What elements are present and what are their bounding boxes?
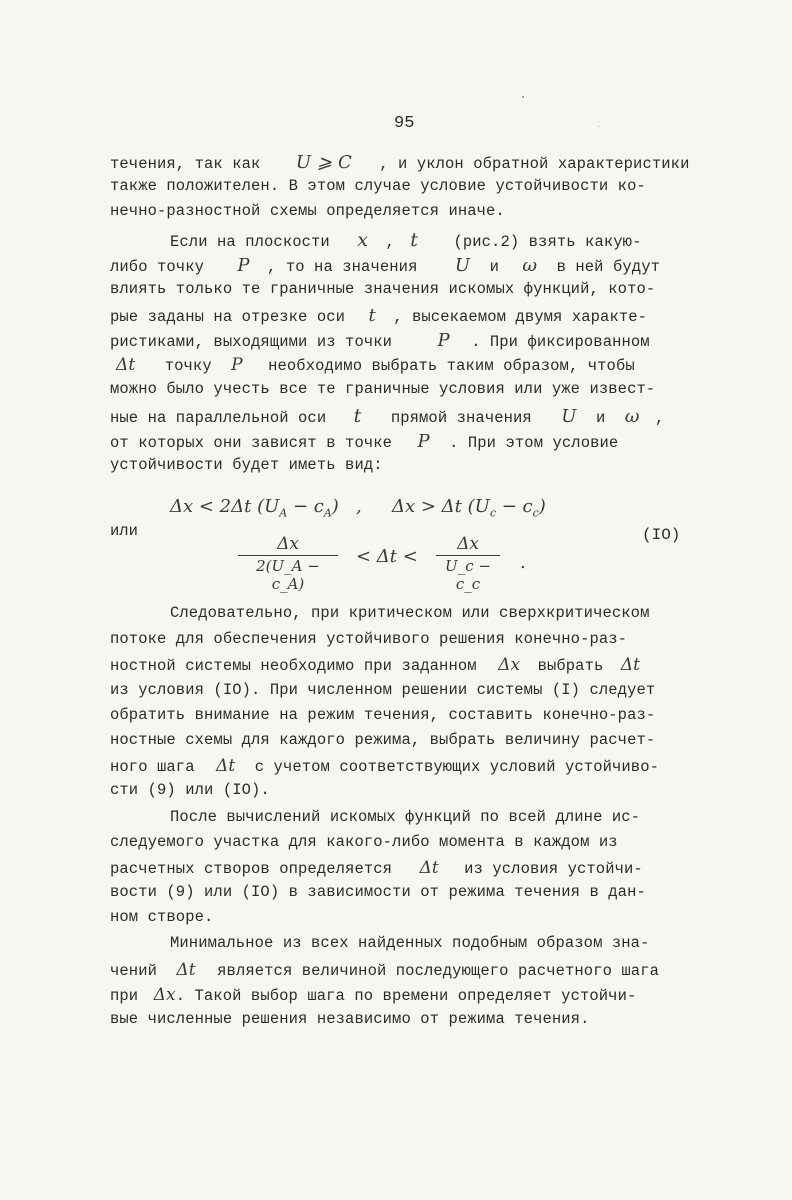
equation-number: (IO) bbox=[642, 526, 681, 544]
text: от которых они зависят в точке bbox=[110, 434, 393, 452]
text: и bbox=[595, 409, 606, 427]
text-line: обратить внимание на режим течения, составить конечно-раз- bbox=[110, 706, 656, 724]
text: из условия устойчи- bbox=[464, 860, 643, 878]
text-line: вые численные решения независимо от режима течения. bbox=[110, 1010, 590, 1028]
math-inline: t bbox=[368, 305, 376, 326]
fraction-2-numerator: Δx bbox=[436, 534, 500, 556]
text-line bbox=[170, 229, 641, 251]
text: . При фиксированном bbox=[471, 333, 650, 351]
page-number: 95 bbox=[394, 114, 415, 133]
math-inline: P bbox=[437, 330, 450, 351]
or-word: или bbox=[110, 522, 138, 540]
fraction-1 bbox=[238, 534, 338, 593]
formula-dot: . bbox=[520, 552, 526, 573]
text: в ней будут bbox=[556, 258, 660, 276]
math-inline: ω bbox=[522, 255, 538, 276]
math-inline: Δt bbox=[419, 858, 439, 878]
math-inline: U bbox=[454, 255, 471, 276]
text: Если на плоскости bbox=[170, 233, 330, 251]
text-line: из условия (IO). При численном решении системы (I) следует bbox=[110, 681, 656, 699]
text: либо точку bbox=[110, 258, 205, 276]
text: ностной системы необходимо при заданном bbox=[110, 657, 477, 675]
text-line bbox=[110, 152, 689, 173]
text: и bbox=[489, 258, 499, 276]
text-line bbox=[110, 255, 660, 276]
text-line bbox=[110, 405, 664, 427]
text: точку bbox=[164, 357, 212, 375]
math-inline: Δt bbox=[116, 355, 136, 375]
text-line: также положителен. В этом случае условие устойчивости ко- bbox=[110, 177, 646, 195]
text: прямой значения bbox=[390, 409, 532, 427]
text: , bbox=[385, 233, 395, 251]
math-inline: ω bbox=[624, 406, 640, 427]
text: рые заданы на отрезке оси bbox=[110, 308, 346, 326]
text: расчетных створов определяется bbox=[110, 860, 393, 878]
math-inline: t bbox=[353, 405, 362, 427]
text-line bbox=[110, 960, 659, 980]
formula-comma: , bbox=[356, 496, 362, 517]
text-line: ностные схемы для каждого режима, выбрать величину расчет- bbox=[110, 731, 656, 749]
text: ные на параллельной оси bbox=[110, 409, 327, 427]
text: ристиками, выходящими из точки bbox=[110, 333, 393, 351]
text-line: После вычислений искомых функций по всей длине ис- bbox=[170, 808, 641, 826]
double-inequality: < Δt < bbox=[356, 546, 418, 567]
text-line bbox=[110, 655, 640, 675]
math-inline: U bbox=[561, 406, 577, 427]
math-inline: U ⩾ C bbox=[295, 152, 352, 173]
text: при bbox=[110, 987, 139, 1005]
text-line: ном створе. bbox=[110, 908, 214, 926]
text-line bbox=[110, 756, 659, 776]
text-line bbox=[116, 355, 635, 375]
text: течения, так как bbox=[110, 155, 261, 173]
text-line bbox=[110, 330, 650, 351]
text-line bbox=[110, 858, 643, 878]
math-inline: x bbox=[357, 229, 369, 251]
text-line bbox=[110, 985, 636, 1005]
text: , высекаемом двумя характе- bbox=[393, 308, 648, 326]
text: (рис.2) взять какую- bbox=[453, 233, 642, 251]
inequality-2: Δx > Δt $(U_c - c_c)$ bbox=[392, 496, 546, 520]
text-line: сти (9) или (IO). bbox=[110, 781, 270, 799]
text-line: устойчивости будет иметь вид: bbox=[110, 456, 383, 474]
text-line: потоке для обеспечения устойчивого решения конечно-раз- bbox=[110, 630, 628, 648]
math-inline: P bbox=[417, 431, 430, 452]
math-inline: Δt bbox=[216, 756, 236, 776]
fraction-2 bbox=[436, 534, 500, 593]
fraction-1-denominator: 2(U_A − c_A) bbox=[256, 557, 320, 593]
text-line: влиять только те граничные значения искомых функций, кото- bbox=[110, 280, 656, 298]
text: . Такой выбор шага по времени определяет устойчи- bbox=[175, 987, 637, 1005]
fraction-2-denominator: U_c − c_c bbox=[445, 557, 491, 593]
text-line: вости (9) или (IO) в зависимости от режима течения в дан- bbox=[110, 883, 646, 901]
scan-speck bbox=[522, 96, 524, 98]
inequality-1: Δx < 2Δt $(U_A - c_A)$ bbox=[170, 496, 339, 520]
text: с учетом соответствующих условий устойчиво- bbox=[254, 758, 660, 776]
text: чений bbox=[110, 962, 158, 980]
math-inline: Δx bbox=[498, 655, 521, 675]
text: ного шага bbox=[110, 758, 195, 776]
text-line: Следовательно, при критическом или сверхкритическом bbox=[170, 604, 650, 622]
text: , и уклон обратной характеристики bbox=[379, 155, 690, 173]
text-line bbox=[110, 305, 647, 326]
text: выбрать bbox=[537, 657, 604, 675]
text: является величиной последующего расчетного шага bbox=[217, 962, 660, 980]
text-line: можно было учесть все те граничные условия или уже извест- bbox=[110, 380, 656, 398]
text-line: Минимальное из всех найденных подобным образом зна- bbox=[170, 934, 650, 952]
text-line bbox=[110, 431, 618, 452]
math-inline: Δt bbox=[620, 655, 641, 675]
text: , bbox=[654, 409, 665, 427]
math-inline: P bbox=[237, 255, 250, 276]
math-inline: P bbox=[231, 355, 243, 375]
text: , то на значения bbox=[267, 258, 418, 276]
fraction-1-numerator: Δx bbox=[238, 534, 338, 556]
text: . При этом условие bbox=[449, 434, 619, 452]
text-line: следуемого участка для какого-либо момента в каждом из bbox=[110, 833, 618, 851]
math-inline: Δt bbox=[176, 960, 196, 980]
math-inline: t bbox=[410, 229, 419, 251]
math-inline: Δx bbox=[153, 985, 176, 1005]
scan-speck bbox=[598, 126, 599, 127]
text-line: нечно-разностной схемы определяется иначе. bbox=[110, 202, 505, 220]
text: необходимо выбрать таким образом, чтобы bbox=[268, 357, 635, 375]
